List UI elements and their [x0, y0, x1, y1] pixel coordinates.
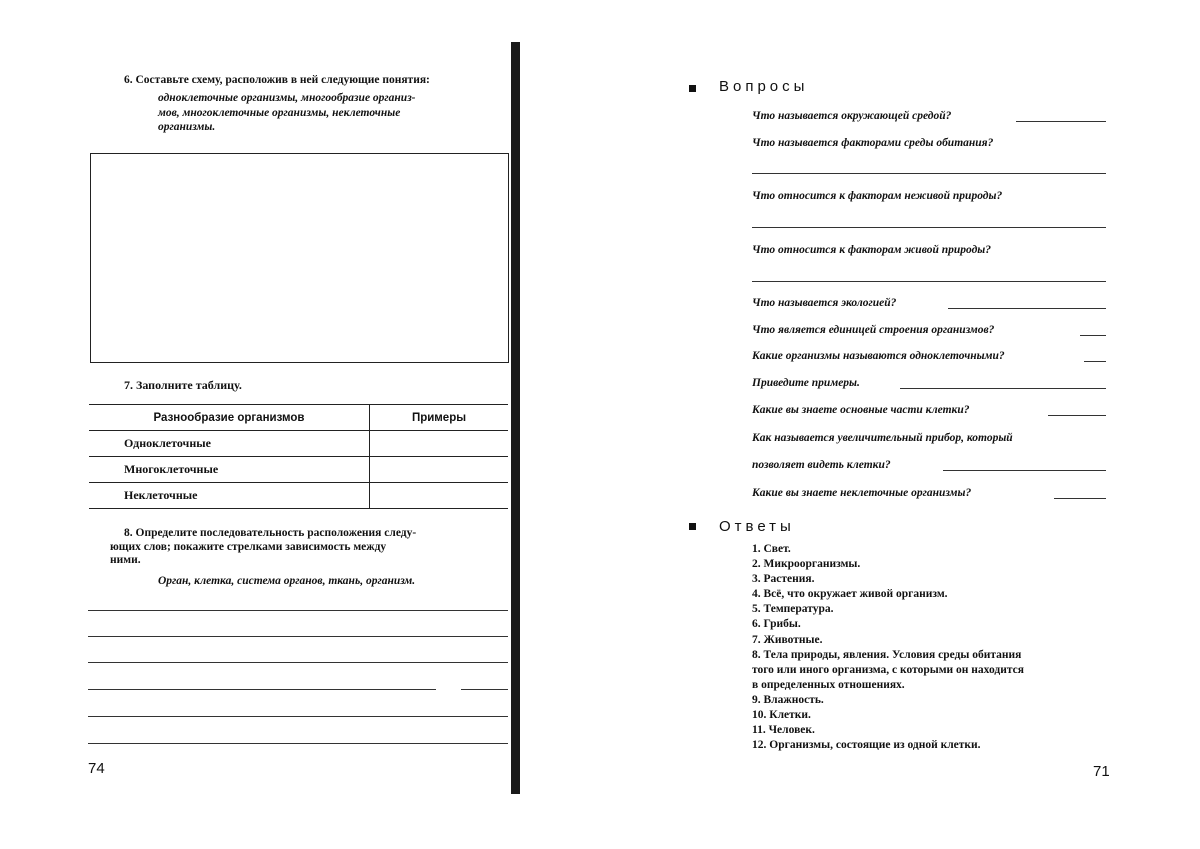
task-8-line: 8. Определите последовательность расположения следу-	[124, 527, 417, 539]
answer-item: 3. Растения.	[752, 573, 815, 586]
task-6-concepts	[158, 91, 510, 135]
answer-line[interactable]	[1054, 498, 1106, 499]
answer-line[interactable]	[1080, 335, 1106, 336]
table-row	[89, 457, 508, 483]
answer-line[interactable]	[88, 743, 508, 744]
answer-item: 5. Температура.	[752, 603, 834, 616]
row-label: Многоклеточные	[89, 457, 370, 483]
question: Какие организмы называются одноклеточными?	[752, 350, 1005, 362]
task-8-line: ними.	[110, 554, 141, 566]
question: Что является единицей строения организмов?	[752, 324, 995, 336]
task-6-line: одноклеточные организмы, многообразие организ-	[158, 92, 416, 104]
task-6-heading: 6. Составьте схему, расположив в ней следующие понятия:	[124, 74, 430, 86]
answer-line[interactable]	[752, 227, 1106, 228]
answers-title: Ответы	[719, 518, 795, 535]
row-label: Одноклеточные	[89, 431, 370, 457]
answer-line[interactable]	[752, 281, 1106, 282]
organisms-table	[89, 404, 508, 509]
answer-item: 2. Микроорганизмы.	[752, 558, 861, 571]
answer-item: 8. Тела природы, явления. Условия среды обитания	[752, 648, 1022, 661]
page-number-right: 71	[1093, 763, 1110, 780]
answer-line[interactable]	[948, 308, 1106, 309]
task-7-heading: 7. Заполните таблицу.	[124, 378, 242, 392]
question: Что называется окружающей средой?	[752, 110, 952, 122]
question: позволяет видеть клетки?	[752, 459, 891, 471]
question: Что называется факторами среды обитания?	[752, 137, 994, 149]
answer-item: 9. Влажность.	[752, 693, 824, 706]
answer-item: 11. Человек.	[752, 724, 815, 737]
answer-line[interactable]	[1084, 361, 1106, 362]
table-row	[89, 483, 508, 509]
answer-item: 10. Клетки.	[752, 709, 811, 722]
table-header-row	[89, 405, 508, 431]
column-header-examples: Примеры	[370, 405, 509, 431]
question: Что относится к факторам неживой природы?	[752, 190, 1003, 202]
question: Что называется экологией?	[752, 297, 897, 309]
column-header-diversity: Разнообразие организмов	[89, 405, 370, 431]
answer-line[interactable]	[943, 470, 1106, 471]
answer-line[interactable]	[1016, 121, 1106, 122]
answer-line[interactable]	[900, 388, 1106, 389]
examples-cell[interactable]	[370, 457, 509, 483]
answer-item: 4. Всё, что окружает живой организм.	[752, 588, 948, 601]
question: Какие вы знаете неклеточные организмы?	[752, 487, 972, 499]
question: Какие вы знаете основные части клетки?	[752, 404, 970, 416]
page-number-left: 74	[88, 760, 105, 777]
answer-item: 1. Свет.	[752, 543, 791, 555]
answer-line[interactable]	[1048, 415, 1106, 416]
task-6-line: мов, многоклеточные организмы, неклеточные	[158, 106, 401, 119]
bullet-square-icon	[689, 85, 696, 92]
task-6-line: организмы.	[158, 121, 216, 133]
bullet-square-icon	[689, 523, 696, 530]
question: Как называется увеличительный прибор, который	[752, 432, 1013, 444]
answer-line[interactable]	[88, 636, 508, 637]
answer-item: 6. Грибы.	[752, 618, 801, 631]
answer-item: 7. Животные.	[752, 633, 823, 646]
table-row	[89, 431, 508, 457]
answer-line[interactable]	[461, 689, 508, 690]
answer-item: того или иного организма, с которыми он находится	[752, 663, 1024, 676]
examples-cell[interactable]	[370, 483, 509, 509]
answers-list	[752, 542, 1108, 753]
answer-item: в определенных отношениях.	[752, 678, 905, 691]
answer-line[interactable]	[88, 662, 508, 663]
task-8-line: ющих слов; покажите стрелками зависимость между	[110, 540, 387, 553]
answer-line[interactable]	[752, 173, 1106, 174]
answer-line[interactable]	[88, 689, 436, 690]
row-label: Неклеточные	[89, 483, 370, 509]
answer-line[interactable]	[88, 610, 508, 611]
diagram-answer-box[interactable]	[90, 153, 509, 363]
book-spine	[511, 42, 520, 794]
task-8-heading	[110, 527, 509, 568]
examples-cell[interactable]	[370, 431, 509, 457]
question: Приведите примеры.	[752, 377, 860, 389]
questions-title: Вопросы	[719, 78, 809, 95]
question: Что относится к факторам живой природы?	[752, 244, 992, 256]
answer-line[interactable]	[88, 716, 508, 717]
answer-item: 12. Организмы, состоящие из одной клетки.	[752, 739, 981, 752]
task-8-words: Орган, клетка, система органов, ткань, организм.	[158, 575, 416, 587]
